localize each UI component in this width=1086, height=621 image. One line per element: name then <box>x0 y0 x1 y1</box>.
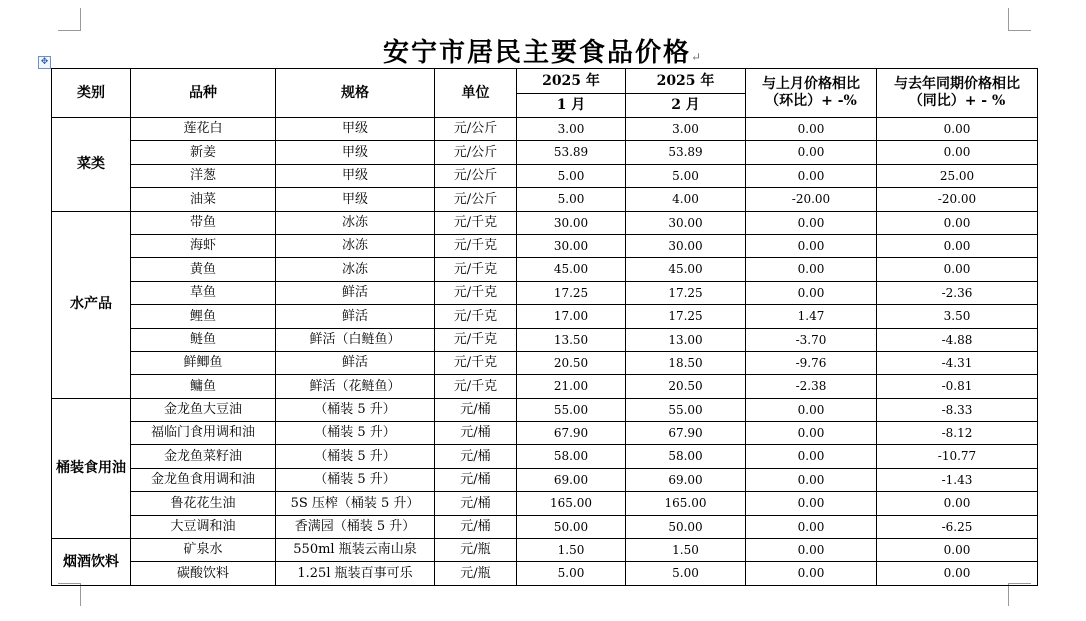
jan-cell: 1.50 <box>517 539 626 562</box>
spec-cell: 冰冻 <box>276 234 435 257</box>
spec-cell: 甲级 <box>276 188 435 211</box>
variety-cell: 鲤鱼 <box>131 305 276 328</box>
header-feb-year: 2025 年 <box>626 69 746 94</box>
mom-cell: -2.38 <box>746 375 877 398</box>
unit-cell: 元/桶 <box>435 422 517 445</box>
variety-cell: 大豆调和油 <box>131 515 276 538</box>
jan-cell: 53.89 <box>517 141 626 164</box>
crop-mark-bottom-left <box>58 583 81 606</box>
mom-cell: 0.00 <box>746 515 877 538</box>
mom-cell: 0.00 <box>746 281 877 304</box>
yoy-cell: -2.36 <box>877 281 1038 304</box>
table-row <box>52 539 1038 562</box>
yoy-cell: -6.25 <box>877 515 1038 538</box>
unit-cell: 元/千克 <box>435 211 517 234</box>
variety-cell: 金龙鱼大豆油 <box>131 398 276 421</box>
variety-cell: 碳酸饮料 <box>131 562 276 585</box>
mom-cell: 0.00 <box>746 258 877 281</box>
mom-cell: -3.70 <box>746 328 877 351</box>
spec-cell: 鲜活 <box>276 305 435 328</box>
unit-cell: 元/桶 <box>435 515 517 538</box>
feb-cell: 5.00 <box>626 562 746 585</box>
spec-cell: 甲级 <box>276 118 435 141</box>
header-mom-line1: 与上月价格相比 <box>762 76 860 93</box>
unit-cell: 元/桶 <box>435 445 517 468</box>
header-yoy <box>877 69 1038 118</box>
crop-mark-top-left <box>58 8 81 31</box>
spec-cell: 冰冻 <box>276 211 435 234</box>
unit-cell: 元/千克 <box>435 305 517 328</box>
page-title <box>0 32 1086 69</box>
yoy-cell: 0.00 <box>877 118 1038 141</box>
table-row <box>52 188 1038 211</box>
header-mom <box>746 69 877 118</box>
header-mom-line2: （环比）+ -% <box>765 93 857 109</box>
jan-cell: 30.00 <box>517 211 626 234</box>
variety-cell: 矿泉水 <box>131 539 276 562</box>
mom-cell: 0.00 <box>746 234 877 257</box>
spec-cell: （桶装 5 升） <box>276 398 435 421</box>
yoy-cell: 0.00 <box>877 258 1038 281</box>
mom-cell: 0.00 <box>746 445 877 468</box>
header-jan-month: 1 月 <box>517 94 626 118</box>
spec-cell: 鲜活（花鲢鱼） <box>276 375 435 398</box>
spec-cell: 鲜活（白鲢鱼） <box>276 328 435 351</box>
yoy-cell: 0.00 <box>877 234 1038 257</box>
yoy-cell: 0.00 <box>877 492 1038 515</box>
variety-cell: 金龙鱼菜籽油 <box>131 445 276 468</box>
jan-cell: 5.00 <box>517 188 626 211</box>
price-table-body <box>52 118 1038 586</box>
jan-cell: 69.00 <box>517 468 626 491</box>
jan-cell: 55.00 <box>517 398 626 421</box>
unit-cell: 元/千克 <box>435 328 517 351</box>
table-row <box>52 141 1038 164</box>
mom-cell: 0.00 <box>746 141 877 164</box>
jan-cell: 5.00 <box>517 164 626 187</box>
unit-cell: 元/桶 <box>435 398 517 421</box>
feb-cell: 50.00 <box>626 515 746 538</box>
header-jan-year: 2025 年 <box>517 69 626 94</box>
mom-cell: 0.00 <box>746 164 877 187</box>
spec-cell: 甲级 <box>276 141 435 164</box>
feb-cell: 20.50 <box>626 375 746 398</box>
feb-cell: 30.00 <box>626 234 746 257</box>
spec-cell: 冰冻 <box>276 258 435 281</box>
table-row <box>52 351 1038 374</box>
unit-cell: 元/桶 <box>435 492 517 515</box>
unit-cell: 元/瓶 <box>435 539 517 562</box>
header-spec: 规格 <box>276 69 435 118</box>
unit-cell: 元/瓶 <box>435 562 517 585</box>
spec-cell: （桶装 5 升） <box>276 422 435 445</box>
yoy-cell: -4.31 <box>877 351 1038 374</box>
price-table <box>51 68 1038 586</box>
yoy-cell: 3.50 <box>877 305 1038 328</box>
mom-cell: -20.00 <box>746 188 877 211</box>
mom-cell: 0.00 <box>746 211 877 234</box>
table-row <box>52 234 1038 257</box>
page-title-text: 安宁市居民主要食品价格 <box>382 38 691 68</box>
mom-cell: 0.00 <box>746 118 877 141</box>
jan-cell: 21.00 <box>517 375 626 398</box>
crop-mark-top-right <box>1008 8 1031 31</box>
table-row <box>52 211 1038 234</box>
header-category: 类别 <box>52 69 131 118</box>
feb-cell: 58.00 <box>626 445 746 468</box>
feb-cell: 67.90 <box>626 422 746 445</box>
jan-cell: 45.00 <box>517 258 626 281</box>
spec-cell: 甲级 <box>276 164 435 187</box>
jan-cell: 5.00 <box>517 562 626 585</box>
table-row <box>52 515 1038 538</box>
paragraph-mark-icon: ↵ <box>690 50 704 64</box>
unit-cell: 元/千克 <box>435 234 517 257</box>
spec-cell: 550ml 瓶装云南山泉 <box>276 539 435 562</box>
header-feb-month: 2 月 <box>626 94 746 118</box>
yoy-cell: 25.00 <box>877 164 1038 187</box>
unit-cell: 元/桶 <box>435 468 517 491</box>
mom-cell: -9.76 <box>746 351 877 374</box>
yoy-cell: -10.77 <box>877 445 1038 468</box>
yoy-cell: -8.33 <box>877 398 1038 421</box>
category-cell: 桶装食用油 <box>52 398 131 538</box>
mom-cell: 0.00 <box>746 468 877 491</box>
variety-cell: 福临门食用调和油 <box>131 422 276 445</box>
variety-cell: 带鱼 <box>131 211 276 234</box>
variety-cell: 洋葱 <box>131 164 276 187</box>
spec-cell: （桶装 5 升） <box>276 468 435 491</box>
variety-cell: 鲁花花生油 <box>131 492 276 515</box>
mom-cell: 0.00 <box>746 562 877 585</box>
table-row <box>52 445 1038 468</box>
feb-cell: 53.89 <box>626 141 746 164</box>
feb-cell: 18.50 <box>626 351 746 374</box>
category-cell: 烟酒饮料 <box>52 539 131 586</box>
table-row <box>52 164 1038 187</box>
header-unit: 单位 <box>435 69 517 118</box>
unit-cell: 元/公斤 <box>435 141 517 164</box>
yoy-cell: 0.00 <box>877 562 1038 585</box>
spec-cell: 香满园（桶装 5 升） <box>276 515 435 538</box>
feb-cell: 55.00 <box>626 398 746 421</box>
feb-cell: 30.00 <box>626 211 746 234</box>
variety-cell: 鲢鱼 <box>131 328 276 351</box>
table-row <box>52 492 1038 515</box>
table-row <box>52 328 1038 351</box>
jan-cell: 20.50 <box>517 351 626 374</box>
feb-cell: 4.00 <box>626 188 746 211</box>
jan-cell: 17.25 <box>517 281 626 304</box>
feb-cell: 69.00 <box>626 468 746 491</box>
header-variety: 品种 <box>131 69 276 118</box>
unit-cell: 元/公斤 <box>435 188 517 211</box>
mom-cell: 1.47 <box>746 305 877 328</box>
unit-cell: 元/公斤 <box>435 164 517 187</box>
yoy-cell: -8.12 <box>877 422 1038 445</box>
table-row <box>52 118 1038 141</box>
yoy-cell: 0.00 <box>877 539 1038 562</box>
yoy-cell: -20.00 <box>877 188 1038 211</box>
feb-cell: 3.00 <box>626 118 746 141</box>
mom-cell: 0.00 <box>746 492 877 515</box>
table-row <box>52 468 1038 491</box>
table-row <box>52 562 1038 585</box>
unit-cell: 元/千克 <box>435 258 517 281</box>
table-move-handle-icon[interactable]: ✥ <box>38 56 51 69</box>
category-cell: 水产品 <box>52 211 131 398</box>
feb-cell: 13.00 <box>626 328 746 351</box>
feb-cell: 1.50 <box>626 539 746 562</box>
spec-cell: 鲜活 <box>276 281 435 304</box>
spec-cell: （桶装 5 升） <box>276 445 435 468</box>
feb-cell: 165.00 <box>626 492 746 515</box>
spec-cell: 1.25l 瓶装百事可乐 <box>276 562 435 585</box>
table-row <box>52 422 1038 445</box>
jan-cell: 17.00 <box>517 305 626 328</box>
variety-cell: 草鱼 <box>131 281 276 304</box>
crop-mark-bottom-right <box>1008 583 1031 606</box>
yoy-cell: -4.88 <box>877 328 1038 351</box>
mom-cell: 0.00 <box>746 398 877 421</box>
variety-cell: 莲花白 <box>131 118 276 141</box>
jan-cell: 3.00 <box>517 118 626 141</box>
table-row <box>52 281 1038 304</box>
spec-cell: 5S 压榨（桶装 5 升） <box>276 492 435 515</box>
spec-cell: 鲜活 <box>276 351 435 374</box>
jan-cell: 13.50 <box>517 328 626 351</box>
category-cell: 菜类 <box>52 118 131 212</box>
jan-cell: 165.00 <box>517 492 626 515</box>
header-yoy-line2: （同比）+ - % <box>908 93 1006 109</box>
table-row <box>52 398 1038 421</box>
variety-cell: 新姜 <box>131 141 276 164</box>
variety-cell: 油菜 <box>131 188 276 211</box>
header-yoy-line1: 与去年同期价格相比 <box>894 76 1020 93</box>
table-row <box>52 305 1038 328</box>
unit-cell: 元/公斤 <box>435 118 517 141</box>
feb-cell: 17.25 <box>626 281 746 304</box>
variety-cell: 金龙鱼食用调和油 <box>131 468 276 491</box>
variety-cell: 黄鱼 <box>131 258 276 281</box>
yoy-cell: 0.00 <box>877 141 1038 164</box>
yoy-cell: 0.00 <box>877 211 1038 234</box>
table-row <box>52 375 1038 398</box>
unit-cell: 元/千克 <box>435 281 517 304</box>
jan-cell: 30.00 <box>517 234 626 257</box>
yoy-cell: -1.43 <box>877 468 1038 491</box>
variety-cell: 海虾 <box>131 234 276 257</box>
mom-cell: 0.00 <box>746 422 877 445</box>
table-row <box>52 258 1038 281</box>
jan-cell: 58.00 <box>517 445 626 468</box>
jan-cell: 67.90 <box>517 422 626 445</box>
unit-cell: 元/千克 <box>435 351 517 374</box>
unit-cell: 元/千克 <box>435 375 517 398</box>
feb-cell: 5.00 <box>626 164 746 187</box>
variety-cell: 鳙鱼 <box>131 375 276 398</box>
yoy-cell: -0.81 <box>877 375 1038 398</box>
jan-cell: 50.00 <box>517 515 626 538</box>
feb-cell: 17.25 <box>626 305 746 328</box>
mom-cell: 0.00 <box>746 539 877 562</box>
feb-cell: 45.00 <box>626 258 746 281</box>
variety-cell: 鲜鲫鱼 <box>131 351 276 374</box>
